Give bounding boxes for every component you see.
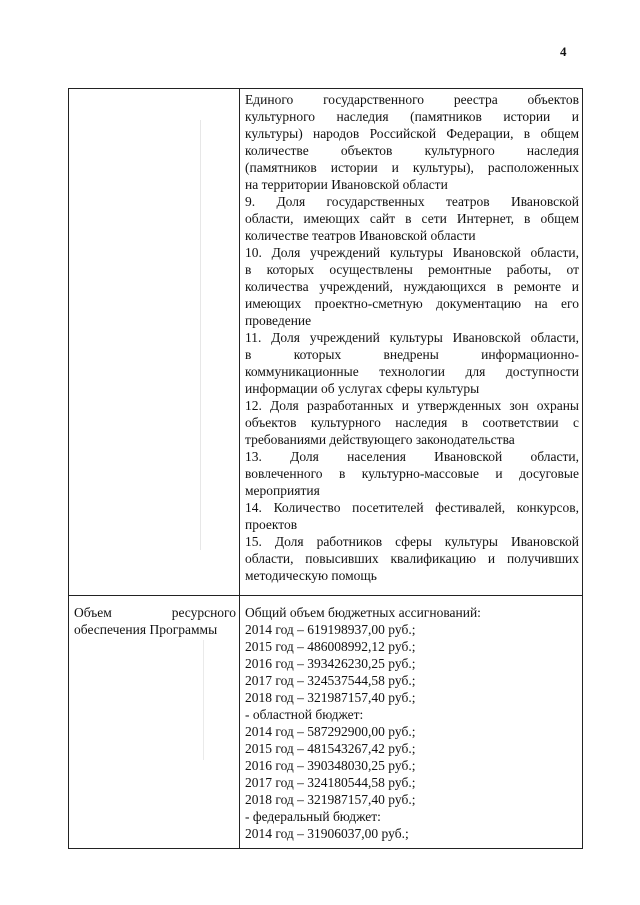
indicator-text-line: количестве объектов культурного наследия <box>245 143 579 158</box>
indicator-text-line: (памятников истории и культуры), расположенных <box>245 160 579 175</box>
page-number: 4 <box>560 44 567 59</box>
indicator-13: мероприятия <box>245 483 320 498</box>
federal-budget-heading: - федеральный бюджет: <box>245 809 381 824</box>
indicator-text-line: Единого государственного реестра объектов <box>245 92 579 107</box>
indicator-15: 15. Доля работников сферы культуры Ивановской <box>245 534 579 549</box>
indicator-10: проведение <box>245 313 312 328</box>
indicator-9: 9. Доля государственных театров Ивановской <box>245 194 579 209</box>
regional-budget-line: 2016 год – 390348030,25 руб.; <box>245 758 416 773</box>
indicator-13: вовлеченного в культурно-массовые и досуговые <box>245 466 579 481</box>
total-budget-line: 2015 год – 486008992,12 руб.; <box>245 639 416 654</box>
indicator-14: проектов <box>245 517 298 532</box>
indicator-10: имеющих проектно-сметную документацию на его <box>245 296 579 311</box>
indicator-9: количестве театров Ивановской области <box>245 228 476 243</box>
regional-budget-heading: - областной бюджет: <box>245 707 364 722</box>
indicator-11: коммуникационные технологии для доступности <box>245 364 579 379</box>
indicator-13: 13. Доля населения Ивановской области, <box>245 449 579 464</box>
indicator-text-line: на территории Ивановской области <box>245 177 448 192</box>
regional-budget-line: 2014 год – 587292900,00 руб.; <box>245 724 416 739</box>
indicator-text-line: культурного наследия (памятников истории и <box>245 109 579 124</box>
resources-content-cell <box>240 596 583 849</box>
indicator-14: 14. Количество посетителей фестивалей, конкурсов, <box>245 500 579 515</box>
resources-row <box>69 596 583 849</box>
indicator-15: методическую помощь <box>245 568 377 583</box>
resources-label-word: ресурсного <box>171 605 236 620</box>
scan-artifact-line <box>200 120 201 550</box>
indicator-10: 10. Доля учреждений культуры Ивановской области, <box>245 245 579 260</box>
indicator-text-line: культуры) народов Российской Федерации, в общем <box>245 126 579 141</box>
resources-label-line: обеспечения Программы <box>74 622 218 637</box>
federal-budget-line: 2014 год – 31906037,00 руб.; <box>245 826 409 841</box>
indicator-11: в которых внедрены информационно- <box>245 347 579 362</box>
total-budget-line: 2017 год – 324537544,58 руб.; <box>245 673 416 688</box>
indicator-15: области, повысивших квалификацию и получивших <box>245 551 579 566</box>
indicator-11: информации об услугах сферы культуры <box>245 381 480 396</box>
total-budget-heading: Общий объем бюджетных ассигнований: <box>245 605 481 620</box>
total-budget-line: 2016 год – 393426230,25 руб.; <box>245 656 416 671</box>
indicators-label-cell <box>69 89 240 596</box>
regional-budget-line: 2018 год – 321987157,40 руб.; <box>245 792 416 807</box>
regional-budget-line: 2015 год – 481543267,42 руб.; <box>245 741 416 756</box>
indicators-content-cell <box>240 89 583 596</box>
indicator-12: требованиями действующего законодательства <box>245 432 515 447</box>
program-passport-table <box>68 88 583 849</box>
indicators-row <box>69 89 583 596</box>
indicator-10: количества учреждений, нуждающихся в ремонте и <box>245 279 579 294</box>
indicator-11: 11. Доля учреждений культуры Ивановской области, <box>245 330 579 345</box>
resources-label-cell <box>69 596 240 849</box>
indicator-12: объектов культурного наследия в соответствии с <box>245 415 579 430</box>
total-budget-line: 2018 год – 321987157,40 руб.; <box>245 690 416 705</box>
indicator-10: в которых осуществлены ремонтные работы, от <box>245 262 579 277</box>
indicator-12: 12. Доля разработанных и утвержденных зон охраны <box>245 398 579 413</box>
resources-label-word: Объем <box>74 605 112 620</box>
scan-artifact-line <box>203 640 204 760</box>
indicator-9: области, имеющих сайт в сети Интернет, в общем <box>245 211 579 226</box>
regional-budget-line: 2017 год – 324180544,58 руб.; <box>245 775 416 790</box>
total-budget-line: 2014 год – 619198937,00 руб.; <box>245 622 416 637</box>
